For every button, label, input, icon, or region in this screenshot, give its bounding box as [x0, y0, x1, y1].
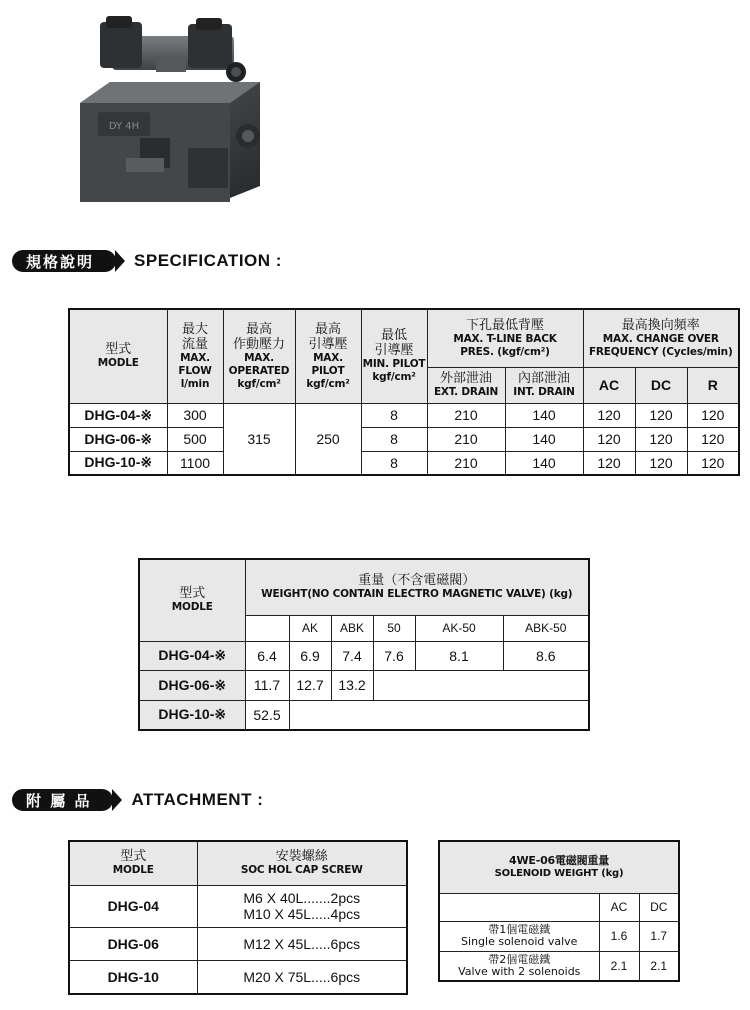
r-cell: 120	[687, 427, 739, 451]
dc-cell: 2.1	[639, 951, 679, 981]
specification-badge: 規格說明	[12, 250, 116, 272]
weight-col-abk: ABK	[331, 615, 373, 641]
specification-table	[68, 308, 740, 476]
flow-cell: 500	[167, 427, 223, 451]
header-max-pilot: 最高 引導壓 MAX. PILOT kgf/cm²	[295, 309, 361, 403]
table-row	[69, 927, 407, 960]
screw-header-screw: 安裝螺絲 SOC HOL CAP SCREW	[197, 841, 407, 885]
empty-cell	[439, 893, 599, 921]
ac-cell: 120	[583, 451, 635, 475]
header-max-flow: 最大 流量 MAX. FLOW l/min	[167, 309, 223, 403]
weight-header-title: 重量（不含電磁閥） WEIGHT(NO CONTAIN ELECTRO MAGNETIC VALVE) (kg)	[245, 559, 589, 615]
ac-cell: 120	[583, 403, 635, 427]
screw-header-model: 型式 MODLE	[69, 841, 197, 885]
weight-cell: 8.1	[415, 641, 503, 670]
valve-product-image	[70, 8, 270, 206]
screw-cell: M12 X 45L.....6pcs	[197, 927, 407, 960]
dc-cell: 120	[635, 427, 687, 451]
screw-cell: M20 X 75L.....6pcs	[197, 960, 407, 994]
weight-cell: 13.2	[331, 670, 373, 700]
ext-drain-cell: 210	[427, 451, 505, 475]
attachment-title: ATTACHMENT :	[131, 790, 264, 809]
r-cell: 120	[687, 403, 739, 427]
weight-table	[138, 558, 590, 731]
table-row	[439, 951, 679, 981]
flow-cell: 1100	[167, 451, 223, 475]
min-pilot-cell: 8	[361, 451, 427, 475]
screw-line: M6 X 40L.......2pcs	[243, 890, 361, 906]
header-back-pressure: 下孔最低背壓 MAX. T-LINE BACK PRES. (kgf/cm²)	[427, 309, 583, 367]
table-row	[139, 670, 589, 700]
weight-cell: 8.6	[503, 641, 589, 670]
svg-text:DY 4H: DY 4H	[108, 121, 140, 132]
operated-cell: 315	[223, 403, 295, 475]
weight-col-ak50: AK-50	[415, 615, 503, 641]
flow-cell: 300	[167, 403, 223, 427]
attachment-section-header	[12, 788, 263, 812]
dc-cell: 120	[635, 403, 687, 427]
model-cell: DHG-10	[69, 960, 197, 994]
weight-cell: 52.5	[245, 700, 289, 730]
screw-line: M10 X 45L.....4pcs	[243, 906, 361, 922]
header-ext-drain: 外部泄油 EXT. DRAIN	[427, 367, 505, 403]
screw-cell	[197, 885, 407, 927]
specification-section-header	[12, 249, 282, 273]
attachment-badge: 附 屬 品	[12, 789, 113, 811]
solenoid-header-ac: AC	[599, 893, 639, 921]
weight-col-abk50: ABK-50	[503, 615, 589, 641]
model-cell: DHG-04	[69, 885, 197, 927]
specification-title: SPECIFICATION :	[134, 251, 282, 270]
header-max-operated: 最高 作動壓力 MAX. OPERATED kgf/cm²	[223, 309, 295, 403]
weight-cell: 7.4	[331, 641, 373, 670]
header-int-drain: 內部泄油 INT. DRAIN	[505, 367, 583, 403]
model-cell: DHG-06	[69, 927, 197, 960]
header-min-pilot: 最低 引導壓 MIN. PILOT kgf/cm²	[361, 309, 427, 403]
table-row	[439, 921, 679, 951]
solenoid-header-title: 4WE-06電磁閥重量 SOLENOID WEIGHT (kg)	[439, 841, 679, 893]
ext-drain-cell: 210	[427, 403, 505, 427]
weight-col-50: 50	[373, 615, 415, 641]
max-pilot-cell: 250	[295, 403, 361, 475]
min-pilot-cell: 8	[361, 427, 427, 451]
table-row	[69, 885, 407, 927]
table-row	[69, 960, 407, 994]
ac-cell: 2.1	[599, 951, 639, 981]
header-change-frequency: 最高換向頻率 MAX. CHANGE OVER FREQUENCY (Cycles/min)	[583, 309, 739, 367]
model-cell: DHG-04-※	[139, 641, 245, 670]
table-row	[69, 427, 739, 451]
table-row	[69, 403, 739, 427]
ac-cell: 120	[583, 427, 635, 451]
weight-cell: 12.7	[289, 670, 331, 700]
solenoid-weight-table	[438, 840, 680, 982]
empty-cell	[373, 670, 589, 700]
int-drain-cell: 140	[505, 427, 583, 451]
model-cell: DHG-10-※	[139, 700, 245, 730]
ac-cell: 1.6	[599, 921, 639, 951]
table-row	[139, 700, 589, 730]
int-drain-cell: 140	[505, 403, 583, 427]
empty-cell	[289, 700, 589, 730]
weight-cell: 7.6	[373, 641, 415, 670]
table-row	[69, 451, 739, 475]
weight-cell: 6.9	[289, 641, 331, 670]
weight-col-ak: AK	[289, 615, 331, 641]
dc-cell: 120	[635, 451, 687, 475]
model-cell: DHG-10-※	[69, 451, 167, 475]
dc-cell: 1.7	[639, 921, 679, 951]
weight-header-model: 型式 MODLE	[139, 559, 245, 641]
solenoid-label-cell: 帶1個電磁鐵 Single solenoid valve	[439, 921, 599, 951]
header-ac: AC	[583, 367, 635, 403]
int-drain-cell: 140	[505, 451, 583, 475]
weight-col-base	[245, 615, 289, 641]
solenoid-label-cell: 帶2個電磁鐵 Valve with 2 solenoids	[439, 951, 599, 981]
table-row	[139, 641, 589, 670]
header-model: 型式 MODLE	[69, 309, 167, 403]
weight-cell: 11.7	[245, 670, 289, 700]
header-dc: DC	[635, 367, 687, 403]
screw-table	[68, 840, 408, 995]
r-cell: 120	[687, 451, 739, 475]
solenoid-header-dc: DC	[639, 893, 679, 921]
model-cell: DHG-04-※	[69, 403, 167, 427]
model-cell: DHG-06-※	[69, 427, 167, 451]
ext-drain-cell: 210	[427, 427, 505, 451]
model-cell: DHG-06-※	[139, 670, 245, 700]
header-r: R	[687, 367, 739, 403]
min-pilot-cell: 8	[361, 403, 427, 427]
weight-cell: 6.4	[245, 641, 289, 670]
